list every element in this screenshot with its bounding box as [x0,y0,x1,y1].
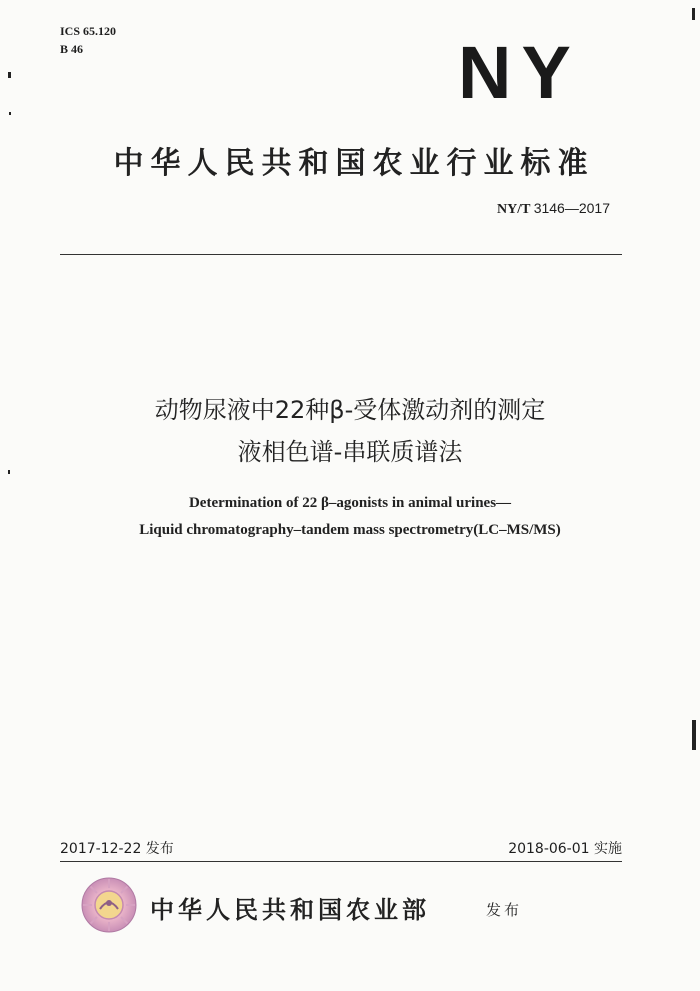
scan-artifact [9,112,11,115]
issue-date: 2017-12-22 发布 [60,841,174,857]
top-divider [60,254,622,255]
standard-category-title: 中华人民共和国农业行业标准 [113,146,595,181]
effective-date: 2018-06-01 实施 [508,841,622,857]
title-en-line-2: Liquid chromatography–tandem mass spectrometry(LC–MS/MS) [139,522,561,538]
title-cn-line-2: 液相色谱-串联质谱法 [237,438,463,466]
scan-artifact [8,72,11,78]
ministry-seal-icon [80,876,138,934]
ccs-code: B 46 [60,42,84,56]
scan-artifact [8,470,10,474]
scan-artifact [692,8,695,20]
ics-code: ICS 65.120 [60,24,117,38]
standard-number-value: 3146—2017 [533,200,610,216]
title-cn-line-1: 动物尿液中22种β-受体激动剂的测定 [154,396,546,424]
publisher-name: 中华人民共和国农业部 [150,895,430,924]
bottom-divider [60,861,622,862]
standard-number [497,200,610,218]
scan-artifact [692,720,696,750]
ny-logo: NY [458,31,581,114]
publisher-suffix: 发布 [486,901,523,919]
standard-number-prefix: NY/T [497,202,531,217]
classification-codes [60,22,116,58]
title-en-line-1: Determination of 22 β–agonists in animal urines— [188,495,512,511]
